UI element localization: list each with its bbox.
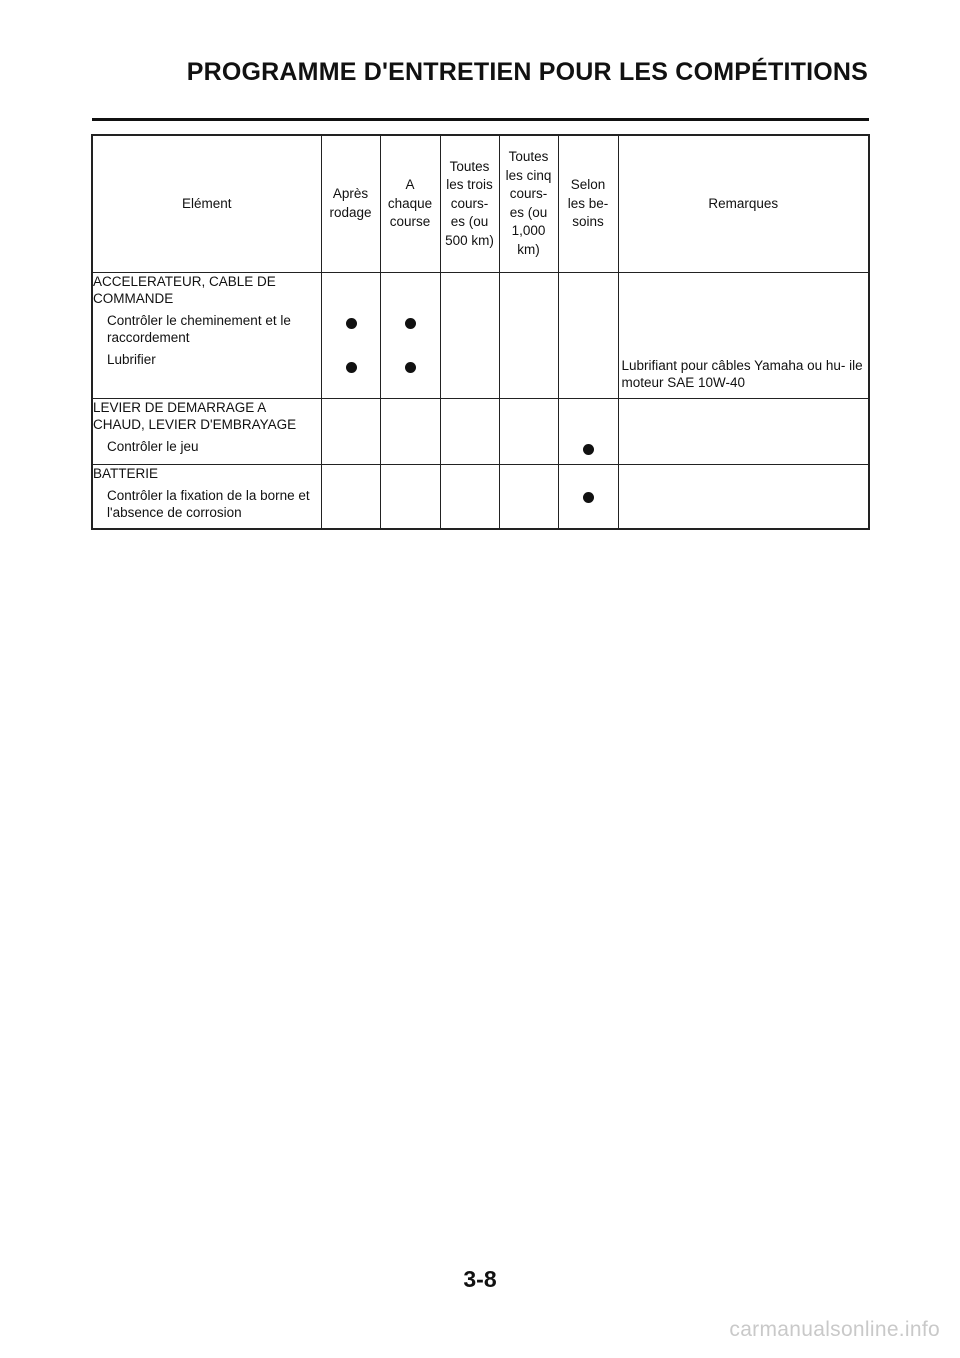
item-cell — [92, 398, 321, 464]
title-rule — [92, 118, 869, 121]
cell-chaque-course — [380, 398, 440, 464]
cell-cinq-courses — [499, 398, 558, 464]
header-row — [92, 135, 869, 272]
header-cinq-courses: Toutes les cinq cours- es (ou 1,000 km) — [499, 135, 558, 272]
cell-trois-courses — [440, 272, 499, 398]
header-apres-rodage: Après rodage — [321, 135, 380, 272]
group-name: BATTERIE — [93, 465, 159, 481]
cell-cinq-courses — [499, 272, 558, 398]
header-remarques: Remarques — [618, 135, 869, 272]
cell-chaque-course — [380, 464, 440, 529]
remark-text: Lubrifiant pour câbles Yamaha ou hu- ile moteur SAE 10W-40 — [621, 357, 863, 390]
page-number: 3-8 — [463, 1266, 497, 1292]
cell-remarques — [618, 272, 869, 398]
cell-selon-besoins — [558, 272, 618, 398]
item-label: Lubrifier — [107, 351, 156, 367]
header-chaque-course: A chaque course — [380, 135, 440, 272]
item-label: Contrôler le cheminement et le raccordement — [107, 312, 291, 345]
cell-remarques — [618, 464, 869, 529]
cell-trois-courses — [440, 398, 499, 464]
cell-apres-rodage — [321, 398, 380, 464]
item-cell — [92, 464, 321, 529]
header-element: Elément — [92, 135, 321, 272]
cell-trois-courses — [440, 464, 499, 529]
cell-apres-rodage — [321, 272, 380, 398]
watermark: carmanualsonline.info — [729, 1318, 940, 1341]
cell-chaque-course — [380, 272, 440, 398]
item-label: Contrôler la fixation de la borne et l'absence de corrosion — [107, 487, 310, 520]
header-selon-besoins: Selon les be- soins — [558, 135, 618, 272]
cell-apres-rodage — [321, 464, 380, 529]
group-name: ACCELERATEUR, CABLE DE COMMANDE — [93, 273, 276, 306]
check-dot-icon — [346, 362, 357, 373]
check-dot-icon — [405, 318, 416, 329]
page-title: PROGRAMME D'ENTRETIEN POUR LES COMPÉTITIONS — [186, 58, 868, 86]
check-dot-icon — [583, 492, 594, 503]
cell-cinq-courses — [499, 464, 558, 529]
maintenance-table — [91, 134, 870, 530]
table-row — [92, 398, 869, 464]
table-row — [92, 464, 869, 529]
header-trois-courses: Toutes les trois cours- es (ou 500 km) — [440, 135, 499, 272]
cell-selon-besoins — [558, 398, 618, 464]
check-dot-icon — [346, 318, 357, 329]
group-name: LEVIER DE DEMARRAGE A CHAUD, LEVIER D'EMBRAYAGE — [93, 399, 297, 432]
table-row — [92, 272, 869, 398]
check-dot-icon — [405, 362, 416, 373]
cell-selon-besoins — [558, 464, 618, 529]
item-cell — [92, 272, 321, 398]
item-label: Contrôler le jeu — [107, 438, 199, 454]
check-dot-icon — [583, 444, 594, 455]
cell-remarques — [618, 398, 869, 464]
